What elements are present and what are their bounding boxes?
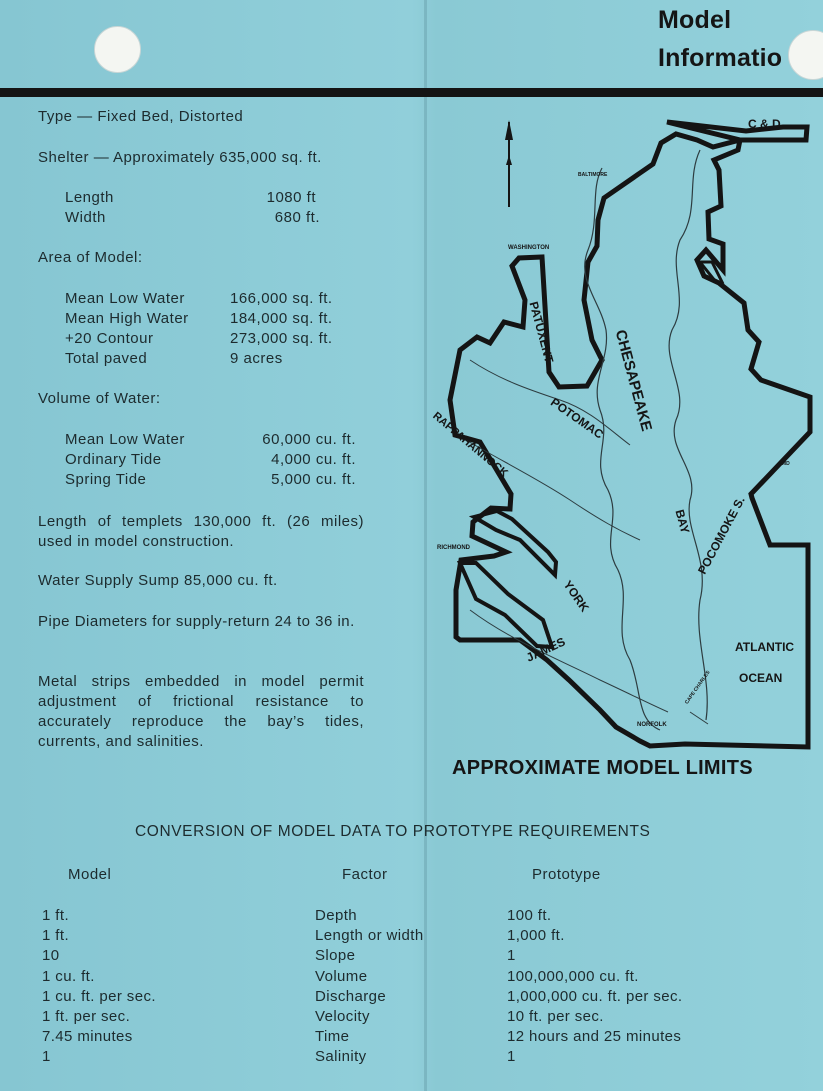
table-cell-model: 1 ft. [42, 907, 70, 924]
table-cell-model: 7.45 minutes [42, 1028, 133, 1046]
area-value-mlw: 166,000 sq. ft. [230, 290, 333, 307]
table-cell-factor: Velocity [315, 1007, 370, 1025]
area-value-contour: 273,000 sq. ft. [230, 330, 333, 347]
table-cell-factor: Volume [315, 967, 368, 985]
label-chesapeake: CHESAPEAKE [611, 328, 655, 434]
label-bay: BAY [672, 508, 693, 536]
label-atlantic: ATLANTIC [735, 640, 795, 654]
model-column [42, 906, 156, 1068]
volume-value-spring: 5,000 cu. ft. [271, 471, 356, 488]
table-cell-factor: Time [315, 1028, 350, 1046]
volume-value-mlw: 60,000 cu. ft. [262, 431, 356, 448]
label-pocomoke: POCOMOKE S. [695, 494, 748, 577]
pipes-paragraph: Pipe Diameters for supply-return 24 to 36 in. [38, 613, 355, 630]
label-baltimore: BALTIMORE [578, 172, 608, 178]
table-cell-model: 1 ft. [42, 927, 70, 945]
table-cell-prototype: 1 [507, 947, 516, 965]
area-label-mlw: Mean Low Water [65, 290, 185, 307]
table-cell-prototype: 1 [507, 1048, 516, 1066]
width-label: Width [65, 209, 106, 226]
table-cell-factor: Salinity [315, 1048, 367, 1066]
volume-label-spring: Spring Tide [65, 471, 147, 488]
prototype-column [507, 906, 683, 1068]
title-line-1: Model [658, 6, 732, 34]
volume-label-mlw: Mean Low Water [65, 431, 185, 448]
volume-value-ordinary: 4,000 cu. ft. [271, 451, 356, 468]
volume-heading: Volume of Water: [38, 390, 161, 407]
label-potomac: POTOMAC [547, 395, 607, 442]
table-cell-factor: Length or width [315, 927, 424, 945]
shelter-line: Shelter — Approximately 635,000 sq. ft. [38, 149, 322, 166]
area-label-paved: Total paved [65, 350, 148, 367]
header-prototype: Prototype [532, 866, 601, 883]
label-york: YORK [560, 578, 592, 615]
sump-line: Water Supply Sump 85,000 cu. ft. [38, 572, 278, 589]
table-cell-model: 1 cu. ft. per sec. [42, 987, 156, 1005]
area-label-mhw: Mean High Water [65, 310, 189, 327]
table-cell-factor: Slope [315, 947, 356, 965]
table-cell-model: 1 ft. per sec. [42, 1007, 131, 1025]
title-line-2: Informatio [658, 44, 783, 72]
metal-strips-paragraph: Metal strips embedded in model permit adjustment of frictional resistance to accurately reproduce the bay’s tides, currents, and salinities. [38, 673, 364, 750]
label-patuxent: PATUXENT [526, 300, 557, 365]
label-md: MD [782, 461, 790, 467]
table-cell-model: 10 [42, 947, 60, 965]
table-cell-factor: Discharge [315, 987, 387, 1005]
label-james: JAMES [524, 634, 568, 665]
table-cell-prototype: 12 hours and 25 minutes [507, 1028, 682, 1046]
james-river-line [470, 610, 668, 712]
eastern-shoreline [669, 150, 707, 720]
table-cell-model: 1 [42, 1048, 51, 1066]
cape-charles-line [690, 712, 708, 724]
label-cape-charles: CAPE CHARLES [684, 669, 712, 706]
table-cell-prototype: 10 ft. per sec. [507, 1007, 604, 1025]
length-value: 1080 ft [266, 189, 316, 206]
label-norfolk: NORFOLK [637, 722, 667, 728]
table-cell-prototype: 1,000 ft. [507, 927, 565, 945]
table-cell-prototype: 100,000,000 cu. ft. [507, 967, 639, 985]
rappahannock-peninsula-outline [460, 563, 552, 647]
volume-label-ordinary: Ordinary Tide [65, 451, 162, 468]
length-label: Length [65, 189, 114, 206]
width-value: 680 ft. [274, 209, 320, 226]
factor-column [315, 906, 424, 1068]
label-rappahannock: RAPPAHANNOCK [430, 410, 510, 480]
area-value-mhw: 184,000 sq. ft. [230, 310, 333, 327]
templets-paragraph: Length of templets 130,000 ft. (26 miles) used in model construction. [38, 513, 364, 550]
conversion-title: CONVERSION OF MODEL DATA TO PROTOTYPE REQUIREMENTS [135, 823, 651, 840]
area-value-paved: 9 acres [230, 350, 283, 367]
area-heading: Area of Model: [38, 249, 143, 266]
header-factor: Factor [342, 866, 388, 883]
table-cell-prototype: 1,000,000 cu. ft. per sec. [507, 987, 683, 1005]
label-washington: WASHINGTON [508, 245, 550, 251]
map-caption: APPROXIMATE MODEL LIMITS [452, 757, 753, 779]
type-line: Type — Fixed Bed, Distorted [38, 108, 244, 125]
label-richmond: RICHMOND [437, 545, 470, 551]
table-cell-factor: Depth [315, 907, 358, 924]
header-model: Model [68, 866, 112, 883]
label-ocean: OCEAN [739, 671, 783, 685]
table-cell-model: 1 cu. ft. [42, 967, 95, 985]
label-cd-canal: C & D [748, 117, 781, 131]
table-cell-prototype: 100 ft. [507, 907, 552, 924]
area-label-contour: +20 Contour [65, 330, 154, 347]
north-arrow-icon [505, 120, 513, 207]
